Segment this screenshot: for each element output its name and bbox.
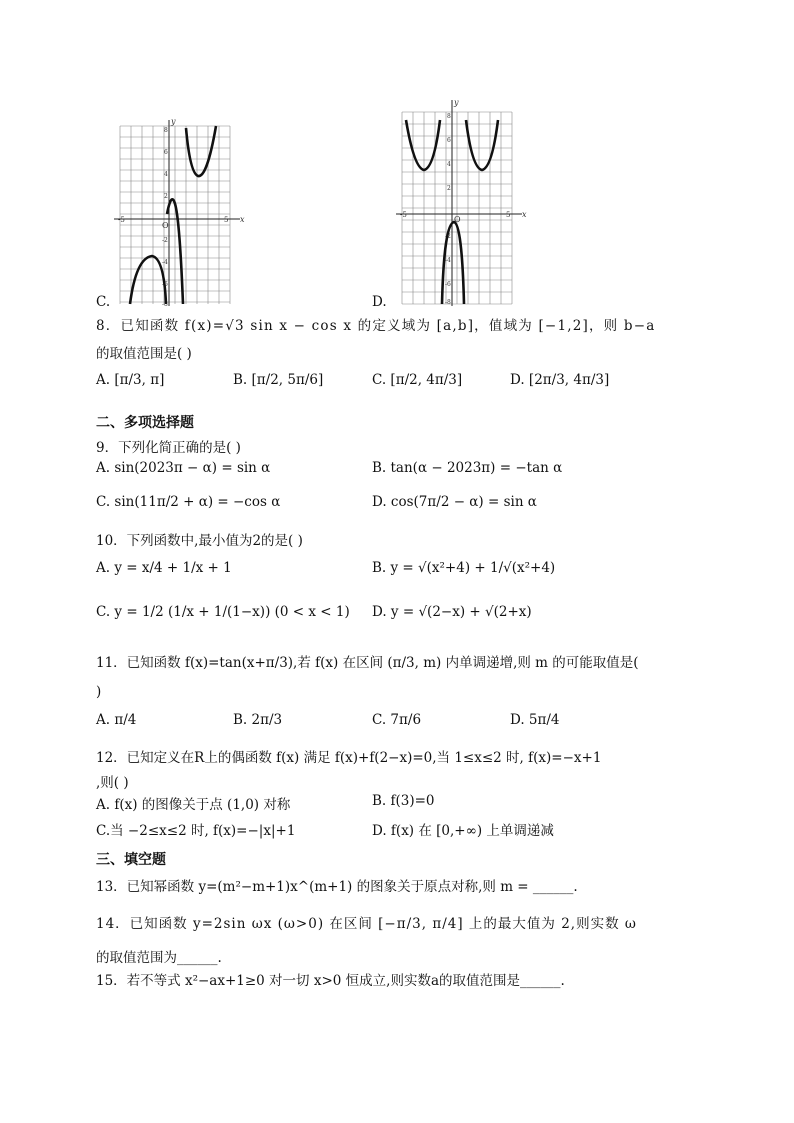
y-tick: -6 — [445, 281, 451, 288]
x-tick-min: -5 — [118, 216, 125, 224]
question-12-line2: ,则( ) — [96, 775, 129, 791]
q12-option-b[interactable]: B. f(3)=0 — [372, 793, 435, 809]
question-13: 13．已知幂函数 y=(m²−m+1)x^(m+1) 的图象关于原点对称,则 m = ______. — [96, 879, 578, 895]
question-15: 15．若不等式 x²−ax+1≥0 对一切 x>0 恒成立,则实数a的取值范围是______. — [96, 973, 565, 989]
x-axis-label: x — [522, 210, 527, 219]
q10-option-a[interactable]: A. y = x/4 + 1/x + 1 — [96, 560, 232, 576]
y-axis-label: y — [454, 98, 459, 107]
y-tick: 8 — [164, 127, 168, 134]
section-3-heading: 三、填空题 — [96, 852, 166, 868]
curve-right — [186, 126, 216, 176]
y-tick: 4 — [447, 161, 451, 168]
q8-option-c[interactable]: C. [π/2, 4π/3] — [372, 372, 463, 388]
x-tick-min: -5 — [400, 211, 407, 219]
q8-option-b[interactable]: B. [π/2, 5π/6] — [233, 372, 324, 388]
y-axis-label: y — [171, 118, 176, 126]
question-8-line1: 8．已知函数 f(x)=√3 sin x − cos x 的定义域为 [a,b]，值域为 [−1,2]，则 b−a — [96, 318, 656, 334]
curve-right-u — [466, 120, 498, 170]
q9-option-c[interactable]: C. sin(11π/2 + α) = −cos α — [96, 494, 281, 510]
q8-option-d[interactable]: D. [2π/3, 4π/3] — [510, 372, 610, 388]
x-tick-max: 5 — [224, 216, 229, 224]
q10-option-c[interactable]: C. y = 1/2 (1/x + 1/(1−x)) (0 < x < 1) — [96, 604, 350, 620]
q9-option-a[interactable]: A. sin(2023π − α) = sin α — [96, 460, 271, 476]
y-tick: 4 — [164, 171, 168, 178]
y-tick: -4 — [445, 257, 451, 264]
y-tick: -8 — [162, 301, 168, 308]
q11-option-c[interactable]: C. 7π/6 — [372, 712, 422, 728]
q11-option-d[interactable]: D. 5π/4 — [510, 712, 560, 728]
question-12-line1: 12．已知定义在R上的偶函数 f(x) 满足 f(x)+f(2−x)=0,当 1≤x≤2 时, f(x)=−x+1 — [96, 750, 602, 766]
q12-option-d[interactable]: D. f(x) 在 [0,+∞) 上单调递减 — [372, 823, 554, 839]
q11-option-a[interactable]: A. π/4 — [96, 712, 137, 728]
q12-option-a[interactable]: A. f(x) 的图像关于点 (1,0) 对称 — [96, 797, 291, 813]
q10-option-b[interactable]: B. y = √(x²+4) + 1/√(x²+4) — [372, 560, 556, 576]
y-tick: 8 — [447, 113, 451, 120]
y-tick: -2 — [445, 233, 451, 240]
question-14-line1: 14．已知函数 y=2sin ωx (ω>0) 在区间 [−π/3, π/4] 上的最大值为 2,则实数 ω — [96, 916, 637, 932]
section-2-heading: 二、多项选择题 — [96, 415, 194, 431]
q8-option-a[interactable]: A. [π/3, π] — [96, 372, 165, 388]
y-tick: 6 — [164, 149, 168, 156]
question-9-stem: 9．下列化简正确的是( ) — [96, 440, 241, 456]
origin-label: O — [162, 221, 169, 230]
question-11-line2: ) — [96, 684, 102, 700]
option-d-label: D. — [372, 294, 387, 310]
q12-option-c[interactable]: C.当 −2≤x≤2 时, f(x)=−|x|+1 — [96, 823, 296, 839]
graph-c — [112, 118, 250, 308]
origin-label: O — [454, 215, 461, 224]
option-c-label: C. — [96, 294, 111, 310]
y-tick: -2 — [162, 237, 168, 244]
question-14-line2: 的取值范围为______. — [96, 950, 222, 966]
y-tick: -6 — [162, 281, 168, 288]
q9-option-d[interactable]: D. cos(7π/2 − α) = sin α — [372, 494, 537, 510]
y-tick: 2 — [164, 193, 168, 200]
x-axis-label: x — [240, 215, 245, 224]
q10-option-d[interactable]: D. y = √(2−x) + √(2+x) — [372, 604, 532, 620]
y-tick: 2 — [447, 185, 451, 192]
y-tick: 6 — [447, 137, 451, 144]
question-10-stem: 10．下列函数中,最小值为2的是( ) — [96, 533, 303, 549]
graph-d — [394, 98, 532, 308]
y-tick: -8 — [445, 299, 451, 306]
y-tick: -4 — [162, 259, 168, 266]
q11-option-b[interactable]: B. 2π/3 — [233, 712, 283, 728]
q9-option-b[interactable]: B. tan(α − 2023π) = −tan α — [372, 460, 563, 476]
x-tick-max: 5 — [506, 211, 511, 219]
question-8-line2: 的取值范围是( ) — [96, 346, 192, 362]
question-11-line1: 11．已知函数 f(x)=tan(x+π/3),若 f(x) 在区间 (π/3, m) 内单调递增,则 m 的可能取值是( — [96, 655, 639, 671]
